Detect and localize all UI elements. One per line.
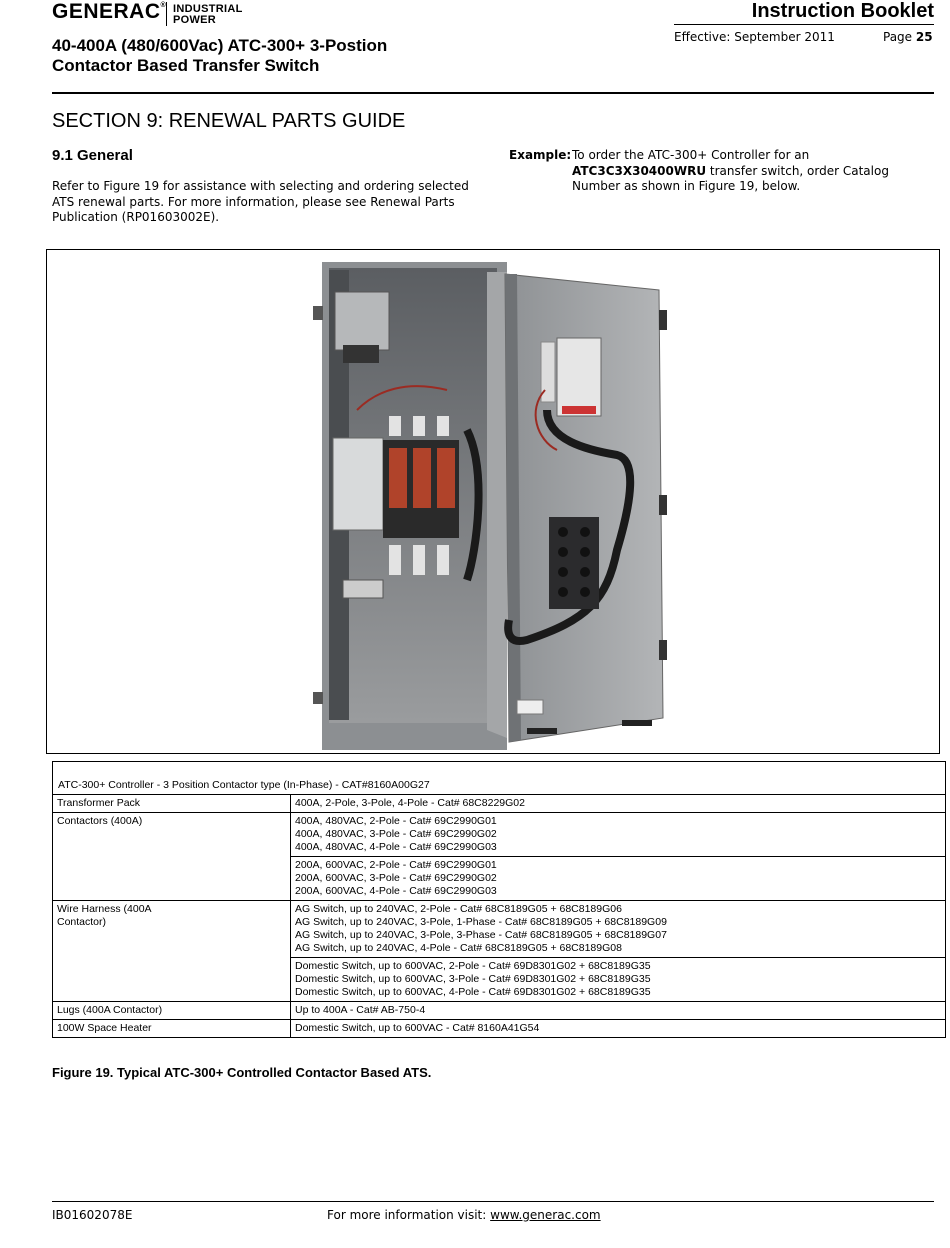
part-label: Wire Harness (400A Contactor) <box>53 901 291 1001</box>
harness-ag-group <box>291 901 945 958</box>
figure-photo-frame <box>46 249 940 754</box>
table-row-transformer <box>53 795 945 813</box>
part-value: Domestic Switch, up to 600VAC - Cat# 8160A41G54 <box>295 1022 540 1034</box>
part-label: Contactors (400A) <box>53 813 291 900</box>
part-value: 200A, 600VAC, 2-Pole - Cat# 69C2990G01 <box>295 859 497 871</box>
catalog-number: ATC3C3X30400WRU <box>572 163 707 178</box>
doc-type-heading: Instruction Booklet <box>751 0 934 22</box>
figure-caption: Figure 19. Typical ATC-300+ Controlled Contactor Based ATS. <box>52 1065 432 1080</box>
document-title: 40-400A (480/600Vac) ATC-300+ 3-Postion Contactor Based Transfer Switch <box>52 36 388 75</box>
part-value: 400A, 480VAC, 3-Pole - Cat# 69C2990G02 <box>295 828 497 840</box>
header-rule <box>52 92 934 94</box>
part-value: Domestic Switch, up to 600VAC, 3-Pole - Cat# 69D8301G02 + 68C8189G35 <box>295 973 651 985</box>
harness-domestic-group <box>291 958 945 1001</box>
effective-date: Effective: September 2011 <box>674 30 835 44</box>
part-value: 400A, 2-Pole, 3-Pole, 4-Pole - Cat# 68C8229G02 <box>295 797 525 809</box>
part-value: AG Switch, up to 240VAC, 3-Pole, 1-Phase - Cat# 68C8189G05 + 68C8189G09 <box>295 916 667 928</box>
part-label: 100W Space Heater <box>53 1020 291 1037</box>
part-value: 400A, 480VAC, 4-Pole - Cat# 69C2990G03 <box>295 841 497 853</box>
part-value: 200A, 600VAC, 4-Pole - Cat# 69C2990G03 <box>295 885 497 897</box>
document-id: IB01602078E <box>52 1208 133 1222</box>
transfer-switch-photo <box>47 250 939 753</box>
part-value: AG Switch, up to 240VAC, 4-Pole - Cat# 68C8189G05 + 68C8189G08 <box>295 942 622 954</box>
controller-catalog-line: ATC-300+ Controller - 3 Position Contactor type (In-Phase) - CAT#8160A00G27 <box>58 779 430 791</box>
contactors-480v-group <box>291 813 945 857</box>
footer-info: For more information visit: www.generac.com <box>327 1208 601 1222</box>
header-rule-short <box>674 24 934 25</box>
part-value: Domestic Switch, up to 600VAC, 2-Pole - Cat# 69D8301G02 + 68C8189G35 <box>295 960 651 972</box>
intro-paragraph: Refer to Figure 19 for assistance with selecting and ordering selected ATS renewal parts. For more information, please see Renewal Parts Publication (RP01603002E). <box>52 179 469 224</box>
part-label: Lugs (400A Contactor) <box>53 1002 291 1019</box>
generac-logo: GENERAC® <box>52 0 167 23</box>
example-text: To order the ATC-300+ Controller for an ATC3C3X30400WRU transfer switch, order Catalog Number as shown in Figure 19, below. <box>572 148 889 193</box>
industrial-power-logo: INDUSTRIAL POWER <box>173 3 243 26</box>
website-link[interactable]: www.generac.com <box>490 1208 601 1222</box>
part-value: 200A, 600VAC, 3-Pole - Cat# 69C2990G02 <box>295 872 497 884</box>
part-label: Transformer Pack <box>53 795 291 812</box>
part-value: Up to 400A - Cat# AB-750-4 <box>295 1004 426 1016</box>
example-label: Example: <box>509 148 572 162</box>
section-title: SECTION 9: RENEWAL PARTS GUIDE <box>52 110 406 132</box>
table-row-contactors <box>53 813 945 901</box>
part-value: AG Switch, up to 240VAC, 3-Pole, 3-Phase - Cat# 68C8189G05 + 68C8189G07 <box>295 929 667 941</box>
contactors-600v-group <box>291 857 945 900</box>
table-row-space-heater <box>53 1020 945 1037</box>
table-row-wire-harness <box>53 901 945 1002</box>
page-number: Page 25 <box>883 30 933 44</box>
part-value: Domestic Switch, up to 600VAC, 4-Pole - Cat# 69D8301G02 + 68C8189G35 <box>295 986 651 998</box>
table-header <box>53 762 945 795</box>
footer-rule <box>52 1201 934 1202</box>
table-row-lugs <box>53 1002 945 1020</box>
part-value: AG Switch, up to 240VAC, 2-Pole - Cat# 68C8189G05 + 68C8189G06 <box>295 903 622 915</box>
renewal-parts-table <box>52 761 946 1038</box>
logo-divider <box>166 2 167 26</box>
part-value: 400A, 480VAC, 2-Pole - Cat# 69C2990G01 <box>295 815 497 827</box>
subsection-title: 9.1 General <box>52 147 133 164</box>
